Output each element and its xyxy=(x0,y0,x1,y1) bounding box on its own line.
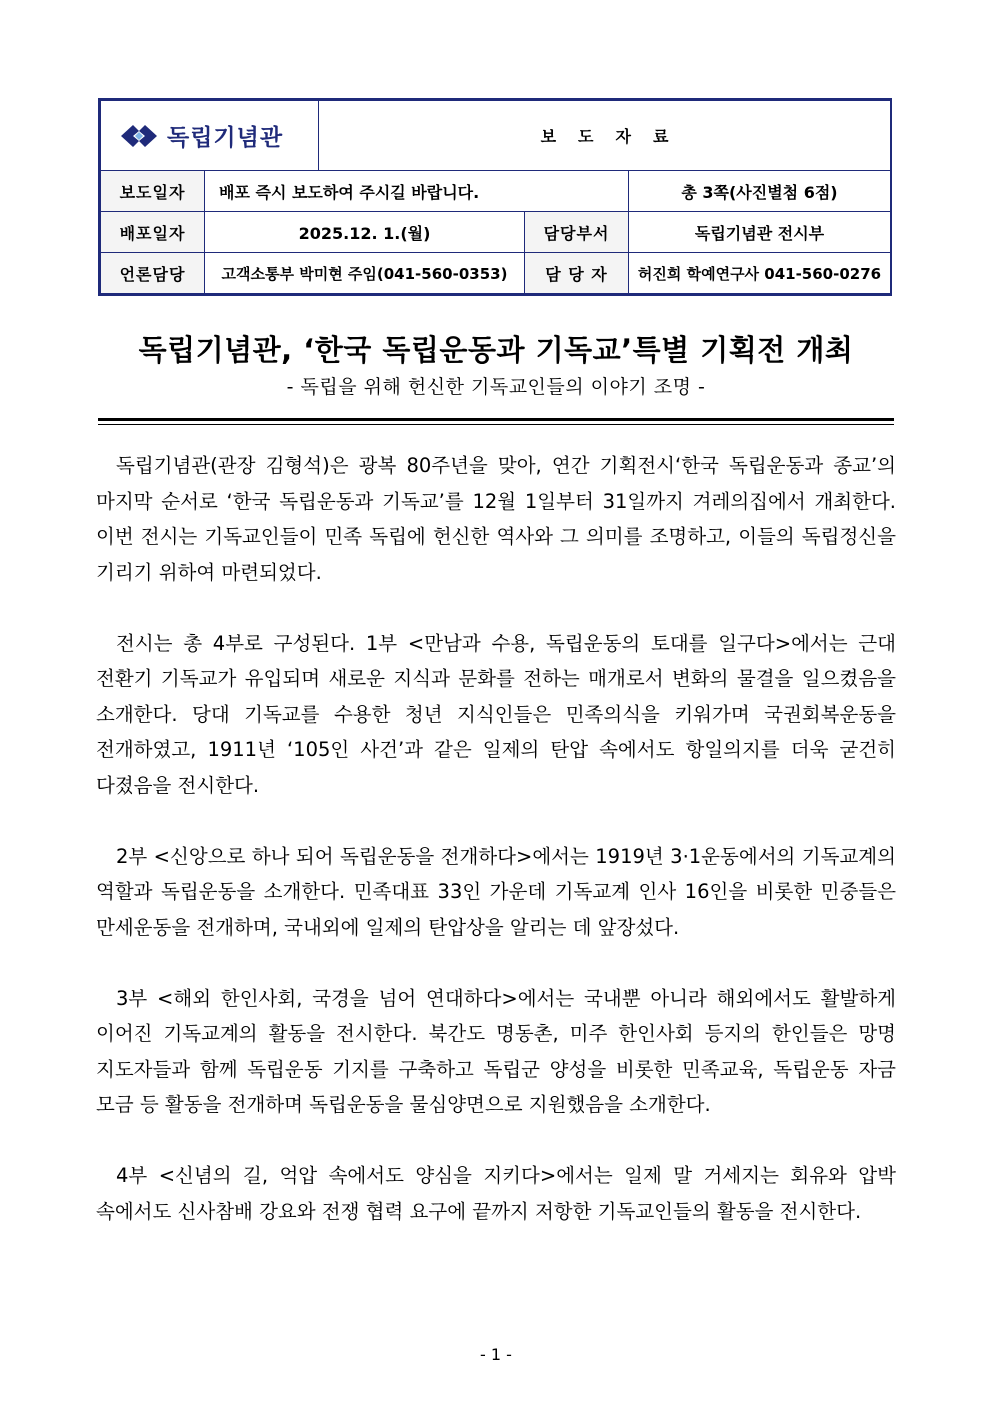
paragraph: 전시는 총 4부로 구성된다. 1부 <만남과 수용, 독립운동의 토대를 일구다>에서는 근대 전환기 기독교가 유입되며 새로운 지식과 문화를 전하는 매개로서 변화의 물결을 일으켰음을 소개한다. 당대 기독교를 수용한 청년 지식인들은 민족의식을 키워가며 국권회복운동을 전개하였고, 1911년 ‘105인 사건’과 같은 일제의 탄압 속에서도 항일의지를 더욱 굳건히 다졌음을 전시한다. xyxy=(96,631,896,797)
page-count: 총 3쪽(사진별첨 6점) xyxy=(629,171,891,212)
page-number: - 1 - xyxy=(480,1345,512,1364)
article-subtitle: - 독립을 위해 헌신한 기독교인들의 이야기 조명 - xyxy=(286,376,706,398)
release-date-value: 배포 즉시 보도하여 주시길 바랍니다. xyxy=(205,171,629,212)
person-in-charge-label: 담 당 자 xyxy=(525,253,629,294)
person-in-charge-value: 허진희 학예연구사 041-560-0276 xyxy=(629,253,891,294)
museum-logo-icon xyxy=(119,121,159,151)
logo-cell xyxy=(101,101,319,171)
department-value: 독립기념관 전시부 xyxy=(629,212,891,253)
paragraph: 4부 <신념의 길, 억압 속에서도 양심을 지키다>에서는 일제 말 거세지는 회유와 압박 속에서도 신사참배 강요와 전쟁 협력 요구에 끝까지 저항한 기독교인들의 활동을 전시한다. xyxy=(96,1164,896,1223)
logo-text: 독립기념관 xyxy=(167,125,284,151)
title-divider xyxy=(98,418,894,421)
article-title: 독립기념관, ‘한국 독립운동과 기독교’특별 기획전 개최 xyxy=(138,333,854,367)
title-divider-thin xyxy=(98,424,894,425)
article-body xyxy=(96,448,896,1265)
press-contact-value: 고객소통부 박미현 주임(041-560-0353) xyxy=(205,253,525,294)
distribution-date-value: 2025.12. 1.(월) xyxy=(205,212,525,253)
paragraph: 3부 <해외 한인사회, 국경을 넘어 연대하다>에서는 국내뿐 아니라 해외에서도 활발하게 이어진 기독교계의 활동을 전시한다. 북간도 명동촌, 미주 한인사회 등지의 한인들은 망명 지도자들과 함께 독립운동 기지를 구축하고 독립군 양성을 비롯한 민족교육, 독립운동 자금 모금 등 활동을 전개하며 독립운동을 물심양면으로 지원했음을 소개한다. xyxy=(96,986,896,1116)
paragraph: 독립기념관(관장 김형석)은 광복 80주년을 맞아, 연간 기획전시‘한국 독립운동과 종교’의 마지막 순서로 ‘한국 독립운동과 기독교’를 12월 1일부터 31일까지 겨레의집에서 개최한다. 이번 전시는 기독교인들이 민족 독립에 헌신한 역사와 그 의미를 조명하고, 이들의 독립정신을 기리기 위하여 마련되었다. xyxy=(96,454,896,584)
paragraph: 2부 <신앙으로 하나 되어 독립운동을 전개하다>에서는 1919년 3·1운동에서의 기독교계의 역할과 독립운동을 소개한다. 민족대표 33인 가운데 기독교계 인사 16인을 비롯한 민중들은 만세운동을 전개하며, 국내외에 일제의 탄압상을 알리는 데 앞장섰다. xyxy=(96,844,896,939)
distribution-date-label: 배포일자 xyxy=(101,212,205,253)
press-header-table xyxy=(98,98,892,296)
department-label: 담당부서 xyxy=(525,212,629,253)
press-contact-label: 언론담당 xyxy=(101,253,205,294)
press-release-title: 보도자료 xyxy=(319,101,891,171)
release-date-label: 보도일자 xyxy=(101,171,205,212)
